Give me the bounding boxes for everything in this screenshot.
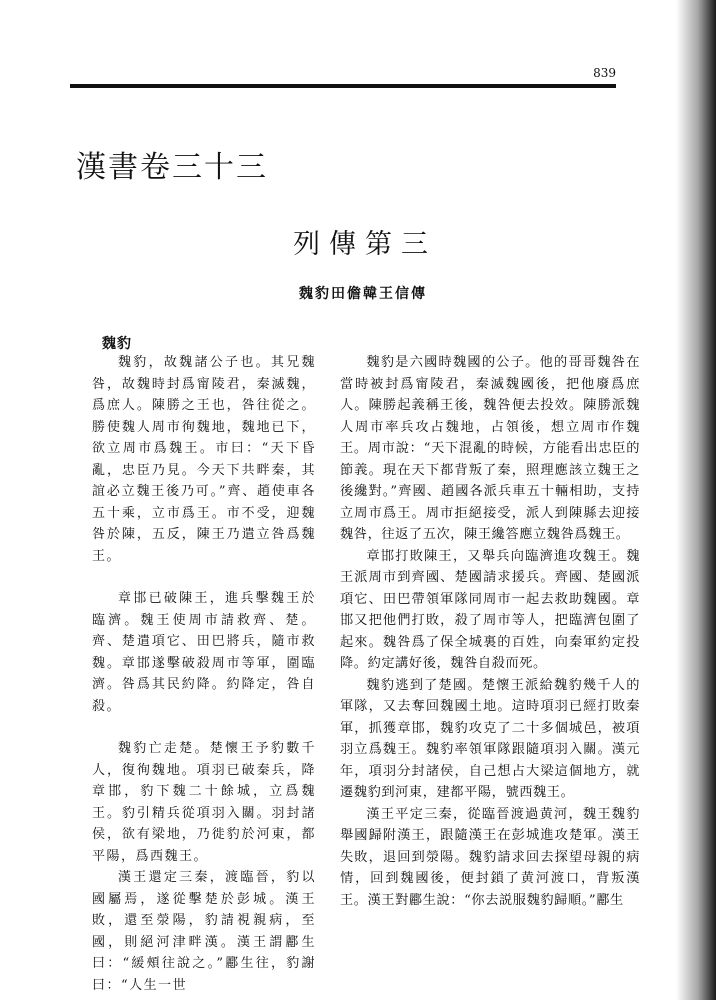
- modern-paragraph-1: 魏豹是六國時魏國的公子。他的哥哥魏咎在當時被封爲甯陵君，秦滅魏國後，把他廢爲庶人。陳勝起義稱王後，魏咎便去投效。陳勝派魏人周市率兵攻占魏地，占領後，想立周市作魏王。周市說：“天下混亂的時候，方能看出忠臣的節義。現在天下都背叛了秦，照理應該立魏王之後纔對。”齊國、趙國各派兵車五十輛相助，支持立周市爲王。周市拒絕接受，派人到陳縣去迎接魏咎，往返了五次，陳王纔答應立魏咎爲魏王。: [340, 355, 640, 542]
- paragraph-spacer: [92, 567, 316, 588]
- classical-paragraph-1: 魏豹，故魏諸公子也。其兄魏咎，故魏時封爲甯陵君，秦滅魏，爲庶人。陳勝之王也，咎往從之。勝使魏人周市徇魏地，魏地已下，欲立周市爲魏王。市曰：“天下昏亂，忠臣乃見。今天下共畔秦，其誼必立魏王後乃可。”齊、趙使車各五十乘，立市爲王。市不受，迎魏咎於陳，五反，陳王乃遣立咎爲魏王。: [92, 355, 316, 564]
- modern-paragraph-3: 魏豹逃到了楚國。楚懷王派給魏豹幾千人的軍隊，又去奪回魏國土地。這時項羽已經打敗秦軍，抓獲章邯，魏豹攻克了二十多個城邑，被項羽立爲魏王。魏豹率領軍隊跟隨項羽入關。漢元年，項羽分封諸侯，自己想占大梁這個地方，就遷魏豹到河東，建都平陽，號西魏王。: [340, 677, 640, 800]
- volume-title: 漢書卷三十三: [76, 150, 268, 185]
- classical-text-column: [92, 352, 316, 996]
- classical-paragraph-3: 魏豹亡走楚。楚懷王予豹數千人，復徇魏地。項羽已破秦兵，降章邯，豹下魏二十餘城，立爲魏王。豹引精兵從項羽入關。羽封諸侯，欲有梁地，乃徙豹於河東，都平陽，爲西魏王。: [92, 741, 316, 864]
- section-heading: 魏豹: [102, 336, 132, 352]
- modern-paragraph-4: 漢王平定三秦，從臨晉渡過黄河，魏王魏豹舉國歸附漢王，跟隨漢王在彭城進攻楚軍。漢王失敗，退回到滎陽。魏豹請求回去探望母親的病情，回到魏國後，便封鎖了黄河渡口，背叛漢王。漢王對酈生說：“你去説服魏豹歸順。”酈生: [340, 806, 640, 908]
- header-rule: [70, 84, 616, 88]
- chapter-title: 列傳第三: [293, 229, 437, 260]
- page-number: 839: [593, 66, 616, 80]
- translation-text-column: [340, 352, 640, 911]
- scan-edge-shadow: [676, 0, 716, 1000]
- modern-paragraph-2: 章邯打敗陳王，又舉兵向臨濟進攻魏王。魏王派周市到齊國、楚國請求援兵。齊國、楚國派項它、田巴帶領軍隊同周市一起去救助魏國。章邯又把他們打敗，殺了周市等人，把臨濟包圍了起來。魏咎爲了保全城裏的百姓，向秦軍約定投降。約定講好後，魏咎自殺而死。: [340, 548, 640, 671]
- chapter-subtitle: 魏豹田儋韓王信傳: [299, 286, 427, 302]
- paragraph-spacer: [92, 717, 316, 738]
- classical-paragraph-2: 章邯已破陳王，進兵擊魏王於臨濟。魏王使周市請救齊、楚。齊、楚遣項它、田巴將兵，隨市救魏。章邯遂擊破殺周市等軍，圍臨濟。咎爲其民約降。約降定，咎自殺。: [92, 591, 316, 714]
- classical-paragraph-4: 漢王還定三秦，渡臨晉，豹以國屬焉，遂從擊楚於彭城。漢王敗，還至滎陽，豹請視親病，至國，則絕河津畔漢。漢王謂酈生曰：“緩頰往說之。”酈生往，豹謝曰：“人生一世: [92, 870, 316, 993]
